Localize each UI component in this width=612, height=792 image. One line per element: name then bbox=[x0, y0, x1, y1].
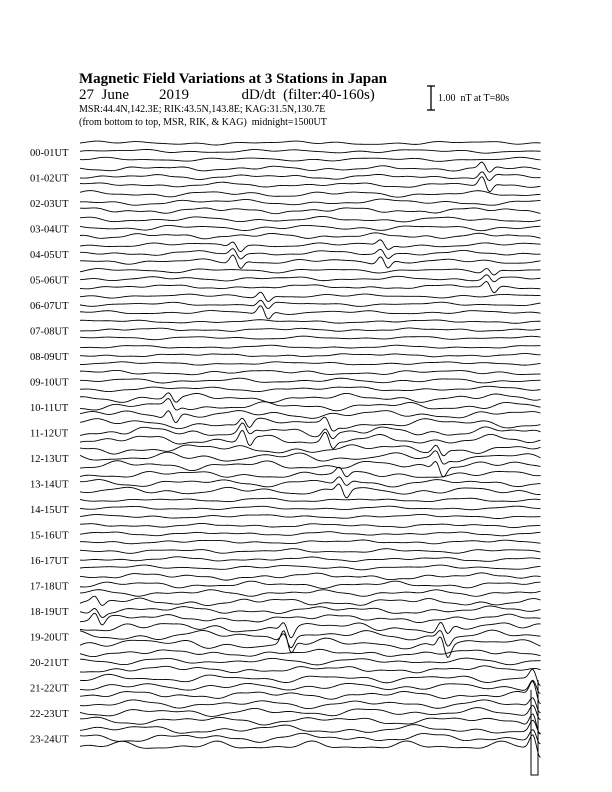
trace-msr bbox=[80, 233, 541, 239]
trace-rik bbox=[80, 680, 541, 693]
trace-kag bbox=[80, 162, 541, 172]
trace-kag bbox=[80, 498, 541, 501]
trace-rik bbox=[80, 658, 541, 665]
trace-msr bbox=[80, 514, 541, 518]
trace-msr bbox=[80, 306, 541, 319]
trace-rik bbox=[80, 606, 541, 618]
hour-label: 20-21UT bbox=[30, 658, 69, 669]
chart-subtitle: 27 June 2019 dD/dt (filter:40-160s) bbox=[79, 87, 375, 103]
hour-label: 06-07UT bbox=[30, 301, 69, 312]
hour-label: 03-04UT bbox=[30, 224, 69, 236]
trace-rik bbox=[80, 506, 541, 510]
trace-rik bbox=[80, 477, 541, 487]
hour-label: 16-17UT bbox=[30, 556, 69, 567]
trace-kag bbox=[80, 573, 541, 580]
trace-rik bbox=[80, 249, 541, 259]
trace-msr bbox=[80, 208, 541, 214]
hour-label: 00-01UT bbox=[30, 148, 69, 159]
trace-msr bbox=[80, 411, 541, 423]
trace-msr bbox=[80, 681, 541, 703]
trace-kag bbox=[80, 669, 541, 685]
hour-label: 14-15UT bbox=[30, 505, 69, 516]
hour-label: 23-24UT bbox=[30, 734, 69, 746]
trace-msr bbox=[80, 430, 541, 448]
trace-kag bbox=[80, 698, 541, 713]
hour-label: 13-14UT bbox=[30, 479, 69, 491]
trace-rik bbox=[80, 581, 541, 588]
trace-rik bbox=[80, 300, 541, 308]
trace-rik bbox=[80, 172, 541, 181]
trace-rik bbox=[80, 354, 541, 357]
trace-kag bbox=[80, 292, 541, 301]
trace-kag bbox=[80, 216, 541, 221]
trace-rik bbox=[80, 532, 541, 536]
hour-label: 08-09UT bbox=[30, 352, 69, 363]
hour-label: 11-12UT bbox=[30, 428, 69, 440]
trace-msr bbox=[80, 484, 541, 498]
trace-rik bbox=[80, 328, 541, 331]
trace-kag bbox=[80, 417, 541, 431]
station-order-note: (from bottom to top, MSR, RIK, & KAG) midnight=1500UT bbox=[79, 117, 327, 128]
hour-label: 10-11UT bbox=[30, 403, 69, 414]
trace-rik bbox=[80, 730, 541, 744]
hour-label: 07-08UT bbox=[30, 326, 69, 338]
trace-kag bbox=[80, 649, 541, 656]
trace-kag bbox=[80, 268, 541, 275]
trace-kag bbox=[80, 345, 541, 348]
trace-kag bbox=[80, 467, 541, 477]
hour-label: 01-02UT bbox=[30, 173, 69, 185]
trace-rik bbox=[80, 630, 541, 648]
trace-kag bbox=[80, 393, 541, 403]
trace-msr bbox=[80, 590, 541, 597]
scale-label: 1.00 nT at T=80s bbox=[438, 93, 510, 104]
station-coordinates: MSR:44.4N,142.3E; RIK:43.5N,143.8E; KAG:31.5N,130.7E bbox=[79, 104, 326, 115]
trace-kag bbox=[80, 240, 541, 252]
trace-msr bbox=[80, 177, 541, 192]
trace-kag bbox=[80, 549, 541, 554]
trace-msr bbox=[80, 613, 541, 625]
trace-rik bbox=[80, 275, 541, 282]
trace-kag bbox=[80, 596, 541, 605]
trace-msr bbox=[80, 157, 541, 161]
hour-label: 17-18UT bbox=[30, 581, 69, 593]
trace-rik bbox=[80, 225, 541, 230]
trace-kag bbox=[80, 320, 541, 324]
hour-label: 05-06UT bbox=[30, 275, 69, 287]
trace-kag bbox=[80, 191, 541, 198]
hour-label: 09-10UT bbox=[30, 377, 69, 389]
hour-label: 15-16UT bbox=[30, 530, 69, 542]
trace-kag bbox=[80, 523, 541, 527]
trace-kag bbox=[80, 370, 541, 374]
trace-rik bbox=[80, 423, 541, 439]
hour-label: 18-19UT bbox=[30, 607, 69, 618]
trace-rik bbox=[80, 557, 541, 562]
trace-kag bbox=[80, 445, 541, 456]
trace-msr bbox=[80, 255, 541, 268]
chart-title: Magnetic Field Variations at 3 Stations in Japan bbox=[79, 71, 387, 87]
trace-msr bbox=[80, 666, 541, 673]
trace-rik bbox=[80, 149, 541, 153]
trace-msr bbox=[80, 565, 541, 570]
hour-label: 19-20UT bbox=[30, 632, 69, 644]
trace-msr bbox=[80, 386, 541, 391]
trace-msr bbox=[80, 540, 541, 544]
hour-label: 12-13UT bbox=[30, 454, 69, 465]
trace-rik bbox=[80, 378, 541, 383]
trace-msr bbox=[80, 336, 541, 340]
hour-label: 04-05UT bbox=[30, 250, 69, 261]
hour-label: 02-03UT bbox=[30, 199, 69, 210]
trace-rik bbox=[80, 399, 541, 411]
hour-label: 21-22UT bbox=[30, 683, 69, 695]
trace-rik bbox=[80, 199, 541, 205]
trace-kag bbox=[80, 141, 541, 145]
hour-label: 22-23UT bbox=[30, 709, 69, 720]
trace-msr bbox=[80, 282, 541, 293]
trace-msr bbox=[80, 362, 541, 365]
